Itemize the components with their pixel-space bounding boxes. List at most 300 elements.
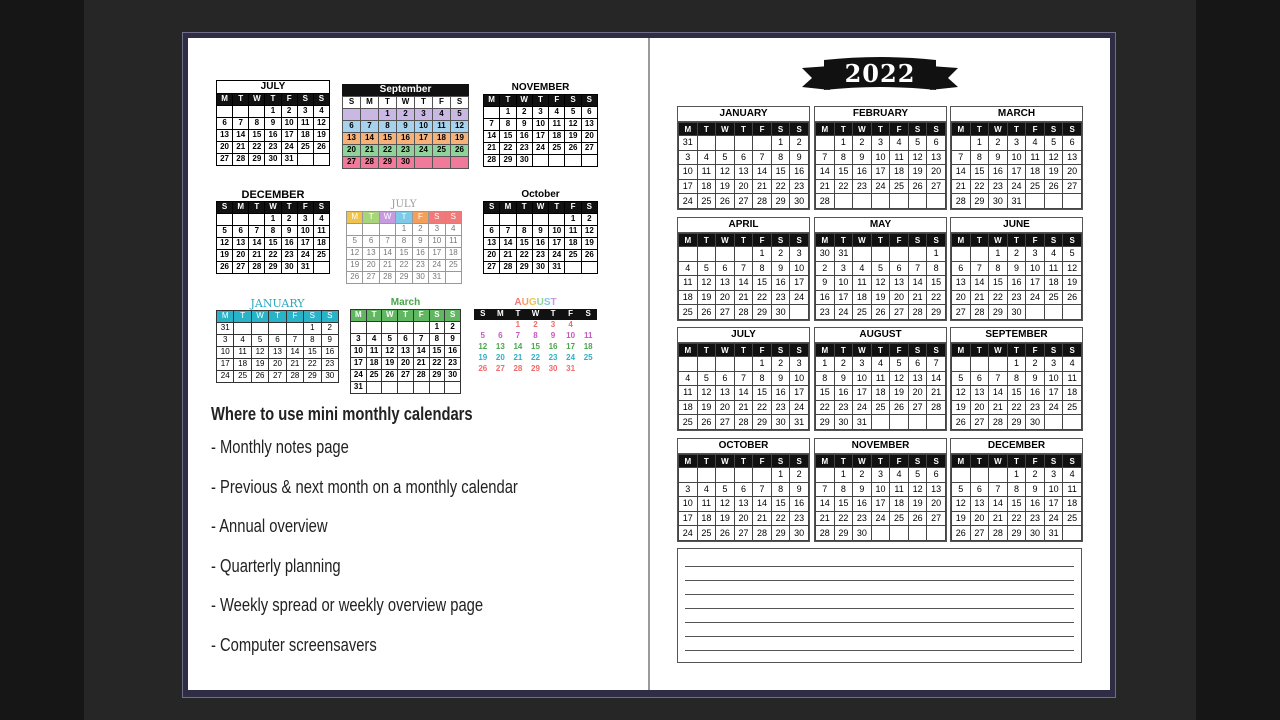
- weekday-header: S: [579, 309, 597, 320]
- day-cell: 8: [249, 118, 265, 130]
- day-cell: 19: [251, 359, 268, 371]
- weekday-header: S: [313, 94, 329, 106]
- day-cell: 4: [853, 261, 872, 276]
- day-cell: 29: [249, 154, 265, 166]
- day-cell: [343, 109, 361, 121]
- day-cell: 1: [1007, 468, 1026, 483]
- day-cell: 13: [217, 130, 233, 142]
- month-title: FEBRUARY: [815, 107, 946, 122]
- day-cell: 20: [890, 290, 909, 305]
- mini-calendar-march: [350, 297, 461, 394]
- day-cell: 21: [989, 400, 1008, 415]
- day-cell: 20: [363, 260, 379, 272]
- day-cell: 14: [816, 497, 835, 512]
- day-cell: [398, 322, 414, 334]
- weekday-header: W: [853, 344, 872, 357]
- day-cell: 30: [1026, 415, 1045, 430]
- day-cell: 10: [566, 331, 576, 341]
- day-cell: 24: [281, 142, 297, 154]
- day-cell: [451, 157, 469, 169]
- weekday-header: W: [527, 309, 545, 320]
- day-cell: 3: [871, 136, 890, 151]
- day-cell: 16: [1026, 497, 1045, 512]
- day-cell: 26: [716, 194, 735, 209]
- day-cell: 26: [565, 143, 581, 155]
- day-cell: 4: [871, 357, 890, 372]
- day-cell: 23: [834, 400, 853, 415]
- day-cell: 27: [233, 262, 249, 274]
- day-cell: 16: [548, 342, 558, 352]
- day-cell: 1: [265, 106, 281, 118]
- day-cell: 15: [753, 386, 772, 401]
- day-cell: 28: [927, 400, 946, 415]
- day-cell: 2: [771, 357, 790, 372]
- weekday-header: F: [890, 344, 909, 357]
- day-cell: 12: [716, 165, 735, 180]
- day-cell: [366, 322, 382, 334]
- day-cell: 20: [233, 250, 249, 262]
- note-line: [685, 608, 1074, 609]
- weekday-header: W: [716, 123, 735, 136]
- day-cell: 16: [532, 238, 548, 250]
- day-cell: [1063, 526, 1082, 541]
- day-cell: 16: [516, 131, 532, 143]
- day-cell: 2: [853, 136, 872, 151]
- day-cell: 8: [816, 371, 835, 386]
- weekday-header: T: [871, 123, 890, 136]
- day-cell: 24: [217, 371, 234, 383]
- day-cell: [816, 136, 835, 151]
- day-cell: [679, 247, 698, 262]
- day-cell: 5: [347, 236, 363, 248]
- day-cell: 18: [1026, 165, 1045, 180]
- day-cell: 2: [1026, 468, 1045, 483]
- day-cell: 8: [771, 482, 790, 497]
- day-cell: [871, 526, 890, 541]
- day-cell: 17: [679, 179, 698, 194]
- day-cell: 20: [217, 142, 233, 154]
- day-cell: 7: [970, 261, 989, 276]
- day-cell: 14: [970, 276, 989, 291]
- month-title: OCTOBER: [678, 439, 809, 454]
- day-cell: 18: [297, 130, 313, 142]
- day-cell: 3: [351, 334, 367, 346]
- day-cell: 11: [583, 331, 593, 341]
- weekday-header: F: [565, 202, 581, 214]
- day-cell: 2: [281, 106, 297, 118]
- day-cell: 1: [834, 468, 853, 483]
- day-cell: 5: [716, 482, 735, 497]
- day-cell: 19: [313, 130, 329, 142]
- month-november: [814, 438, 947, 542]
- day-cell: 24: [853, 400, 872, 415]
- day-cell: 28: [513, 364, 523, 374]
- day-cell: 9: [516, 119, 532, 131]
- day-cell: 12: [478, 342, 488, 352]
- uses-item: - Previous & next month on a monthly calendar: [211, 476, 518, 497]
- day-cell: 23: [532, 250, 548, 262]
- day-cell: [1026, 194, 1045, 209]
- day-cell: 26: [347, 272, 363, 284]
- day-cell: 24: [429, 260, 445, 272]
- day-cell: 6: [927, 468, 946, 483]
- day-cell: 9: [445, 334, 461, 346]
- day-cell: 27: [1063, 179, 1082, 194]
- weekday-header: T: [379, 97, 397, 109]
- weekday-header: F: [890, 234, 909, 247]
- day-cell: 27: [581, 143, 597, 155]
- day-cell: 13: [927, 150, 946, 165]
- day-cell: 2: [853, 468, 872, 483]
- day-cell: 13: [970, 497, 989, 512]
- day-cell: 6: [498, 331, 503, 341]
- day-cell: [445, 272, 461, 284]
- day-cell: [834, 194, 853, 209]
- note-line: [685, 594, 1074, 595]
- mini-calendar-title: March: [390, 297, 421, 308]
- day-cell: 2: [790, 468, 809, 483]
- day-cell: 4: [313, 214, 329, 226]
- weekday-header: S: [429, 310, 445, 322]
- month-october: [677, 438, 810, 542]
- day-cell: 25: [1026, 179, 1045, 194]
- day-cell: [565, 155, 581, 167]
- day-cell: 1: [429, 322, 445, 334]
- weekday-header: T: [234, 311, 251, 323]
- day-cell: 14: [989, 497, 1008, 512]
- weekday-header: F: [1026, 123, 1045, 136]
- weekday-header: W: [853, 234, 872, 247]
- day-cell: [790, 305, 809, 320]
- weekday-header: T: [970, 455, 989, 468]
- day-cell: 6: [484, 226, 500, 238]
- day-cell: 1: [515, 320, 521, 330]
- day-cell: 2: [533, 320, 538, 330]
- day-cell: 15: [834, 165, 853, 180]
- weekday-header: S: [474, 309, 492, 320]
- day-cell: 13: [734, 165, 753, 180]
- day-cell: 7: [233, 118, 249, 130]
- weekday-header: M: [816, 455, 835, 468]
- day-cell: 17: [297, 238, 313, 250]
- day-cell: [382, 382, 398, 394]
- day-cell: 11: [679, 276, 698, 291]
- day-cell: [697, 136, 716, 151]
- day-cell: 27: [952, 305, 971, 320]
- weekday-header: S: [771, 234, 790, 247]
- day-cell: 11: [313, 226, 329, 238]
- day-cell: 13: [581, 119, 597, 131]
- day-cell: 7: [500, 226, 516, 238]
- day-cell: 7: [361, 121, 379, 133]
- day-cell: 1: [500, 107, 516, 119]
- weekday-header: T: [970, 234, 989, 247]
- month-february: [814, 106, 947, 210]
- weekday-header: S: [1063, 123, 1082, 136]
- day-cell: 10: [415, 121, 433, 133]
- day-cell: [734, 136, 753, 151]
- day-cell: [816, 468, 835, 483]
- weekday-header: W: [397, 97, 415, 109]
- day-cell: 30: [397, 157, 415, 169]
- day-cell: 9: [1007, 261, 1026, 276]
- day-cell: [445, 382, 461, 394]
- day-cell: 22: [265, 250, 281, 262]
- day-cell: 28: [952, 194, 971, 209]
- day-cell: 20: [927, 165, 946, 180]
- day-cell: 3: [297, 214, 313, 226]
- day-cell: 18: [679, 290, 698, 305]
- day-cell: [679, 357, 698, 372]
- weekday-header: W: [251, 311, 268, 323]
- day-cell: 17: [429, 248, 445, 260]
- mini-calendar-title: JULY: [391, 199, 417, 210]
- uses-item: - Weekly spread or weekly overview page: [211, 595, 484, 615]
- day-cell: 11: [890, 482, 909, 497]
- day-cell: 27: [890, 305, 909, 320]
- day-cell: 18: [890, 165, 909, 180]
- day-cell: 30: [1026, 526, 1045, 541]
- day-cell: 30: [532, 262, 548, 274]
- month-title: APRIL: [678, 218, 809, 233]
- weekday-header: T: [366, 310, 382, 322]
- day-cell: 10: [1007, 150, 1026, 165]
- day-cell: 19: [217, 250, 233, 262]
- day-cell: 26: [451, 145, 469, 157]
- weekday-header: T: [871, 344, 890, 357]
- day-cell: 10: [532, 119, 548, 131]
- day-cell: 27: [908, 400, 927, 415]
- day-cell: 18: [583, 342, 593, 352]
- day-cell: 21: [908, 290, 927, 305]
- day-cell: 23: [281, 250, 297, 262]
- weekday-header: M: [952, 455, 971, 468]
- weekday-header: F: [433, 97, 451, 109]
- day-cell: 18: [565, 238, 581, 250]
- weekday-header: S: [927, 123, 946, 136]
- day-cell: 31: [1007, 194, 1026, 209]
- day-cell: [952, 136, 971, 151]
- day-cell: [989, 468, 1008, 483]
- day-cell: 7: [927, 357, 946, 372]
- day-cell: 28: [413, 370, 429, 382]
- day-cell: [1063, 415, 1082, 430]
- day-cell: [581, 155, 597, 167]
- day-cell: 26: [716, 526, 735, 541]
- day-cell: 22: [753, 400, 772, 415]
- day-cell: 4: [445, 224, 461, 236]
- day-cell: 8: [379, 121, 397, 133]
- weekday-header: T: [834, 344, 853, 357]
- day-cell: [415, 157, 433, 169]
- day-cell: 8: [753, 261, 772, 276]
- day-cell: 15: [753, 276, 772, 291]
- day-cell: [413, 322, 429, 334]
- weekday-header: T: [249, 202, 265, 214]
- day-cell: 14: [734, 386, 753, 401]
- day-cell: 12: [697, 386, 716, 401]
- day-cell: [492, 320, 510, 331]
- day-cell: 21: [500, 250, 516, 262]
- mini-calendar-january: [216, 298, 339, 383]
- day-cell: 18: [1044, 276, 1063, 291]
- day-cell: 4: [890, 136, 909, 151]
- day-cell: 21: [513, 353, 523, 363]
- day-cell: 15: [1007, 497, 1026, 512]
- weekday-header: S: [771, 455, 790, 468]
- day-cell: 29: [396, 272, 412, 284]
- uses-item: - Monthly notes page: [211, 437, 349, 457]
- weekday-header: S: [790, 123, 809, 136]
- mini-calendar-title: October: [521, 189, 560, 200]
- day-cell: 27: [269, 371, 286, 383]
- day-cell: 29: [379, 157, 397, 169]
- day-cell: [927, 194, 946, 209]
- day-cell: 28: [816, 194, 835, 209]
- day-cell: 28: [734, 415, 753, 430]
- weekday-header: F: [890, 123, 909, 136]
- day-cell: 13: [952, 276, 971, 291]
- day-cell: [251, 323, 268, 335]
- day-cell: 30: [516, 155, 532, 167]
- day-cell: 25: [871, 400, 890, 415]
- day-cell: 4: [890, 468, 909, 483]
- day-cell: 30: [445, 370, 461, 382]
- uses-item: - Quarterly planning: [211, 555, 341, 576]
- day-cell: 10: [1044, 371, 1063, 386]
- day-cell: 19: [716, 179, 735, 194]
- day-cell: 24: [415, 145, 433, 157]
- day-cell: 14: [989, 386, 1008, 401]
- day-cell: 19: [716, 511, 735, 526]
- day-cell: [908, 194, 927, 209]
- day-cell: 18: [366, 358, 382, 370]
- day-cell: 24: [1044, 511, 1063, 526]
- day-cell: 26: [1063, 290, 1082, 305]
- day-cell: 16: [1007, 276, 1026, 291]
- weekday-header: W: [989, 455, 1008, 468]
- page-gutter: [648, 38, 650, 690]
- day-cell: 1: [771, 468, 790, 483]
- day-cell: 14: [753, 497, 772, 512]
- day-cell: 23: [771, 290, 790, 305]
- day-cell: 15: [516, 238, 532, 250]
- title-letter: U: [521, 297, 529, 308]
- day-cell: 16: [412, 248, 428, 260]
- month-title: MARCH: [951, 107, 1082, 122]
- day-cell: 23: [1026, 400, 1045, 415]
- day-cell: 8: [970, 150, 989, 165]
- note-line: [685, 622, 1074, 623]
- weekday-header: S: [581, 95, 597, 107]
- day-cell: 29: [927, 305, 946, 320]
- day-cell: 6: [952, 261, 971, 276]
- day-cell: 28: [753, 526, 772, 541]
- day-cell: 23: [790, 179, 809, 194]
- day-cell: 26: [581, 250, 597, 262]
- day-cell: 11: [697, 497, 716, 512]
- weekday-header: W: [989, 344, 1008, 357]
- weekday-header: S: [927, 344, 946, 357]
- day-cell: 5: [952, 371, 971, 386]
- weekday-header: S: [927, 455, 946, 468]
- title-letter: S: [543, 297, 551, 308]
- day-cell: 11: [234, 347, 251, 359]
- weekday-header: M: [679, 123, 698, 136]
- day-cell: 21: [734, 290, 753, 305]
- day-cell: 25: [679, 415, 698, 430]
- uses-item: - Annual overview: [211, 516, 328, 536]
- day-cell: 3: [871, 468, 890, 483]
- day-cell: [871, 247, 890, 262]
- day-cell: 21: [249, 250, 265, 262]
- weekday-header: T: [398, 310, 414, 322]
- day-cell: 8: [429, 334, 445, 346]
- day-cell: 12: [313, 118, 329, 130]
- day-cell: 22: [304, 359, 321, 371]
- weekday-header: W: [379, 212, 395, 224]
- day-cell: 11: [890, 150, 909, 165]
- day-cell: 11: [1063, 371, 1082, 386]
- weekday-header: M: [679, 455, 698, 468]
- day-cell: 21: [286, 359, 303, 371]
- day-cell: 1: [1007, 357, 1026, 372]
- day-cell: 3: [790, 357, 809, 372]
- day-cell: 30: [1007, 305, 1026, 320]
- day-cell: 5: [480, 331, 485, 341]
- day-cell: 1: [771, 136, 790, 151]
- day-cell: 5: [1044, 136, 1063, 151]
- day-cell: 2: [516, 107, 532, 119]
- day-cell: 23: [989, 179, 1008, 194]
- day-cell: 10: [679, 497, 698, 512]
- day-cell: 26: [908, 511, 927, 526]
- day-cell: [890, 526, 909, 541]
- weekday-header: M: [952, 123, 971, 136]
- day-cell: 11: [445, 236, 461, 248]
- day-cell: 12: [1044, 150, 1063, 165]
- month-title: SEPTEMBER: [951, 328, 1082, 343]
- day-cell: 6: [581, 107, 597, 119]
- day-cell: 25: [433, 145, 451, 157]
- weekday-header: F: [890, 455, 909, 468]
- day-cell: 12: [890, 371, 909, 386]
- day-cell: 26: [697, 415, 716, 430]
- weekday-header: M: [679, 344, 698, 357]
- day-cell: 22: [989, 290, 1008, 305]
- day-cell: 20: [269, 359, 286, 371]
- month-title: NOVEMBER: [815, 439, 946, 454]
- weekday-header: F: [753, 455, 772, 468]
- weekday-header: F: [753, 234, 772, 247]
- day-cell: 7: [413, 334, 429, 346]
- day-cell: 5: [565, 107, 581, 119]
- day-cell: 2: [1007, 247, 1026, 262]
- weekday-header: T: [697, 455, 716, 468]
- day-cell: 11: [697, 165, 716, 180]
- day-cell: 22: [927, 290, 946, 305]
- mini-calendar-december: [216, 189, 330, 274]
- day-cell: 30: [281, 262, 297, 274]
- day-cell: 19: [451, 133, 469, 145]
- day-cell: 7: [484, 119, 500, 131]
- day-cell: 9: [853, 482, 872, 497]
- day-cell: 28: [989, 526, 1008, 541]
- day-cell: 24: [871, 511, 890, 526]
- day-cell: 15: [304, 347, 321, 359]
- day-cell: 7: [753, 150, 772, 165]
- day-cell: 27: [927, 179, 946, 194]
